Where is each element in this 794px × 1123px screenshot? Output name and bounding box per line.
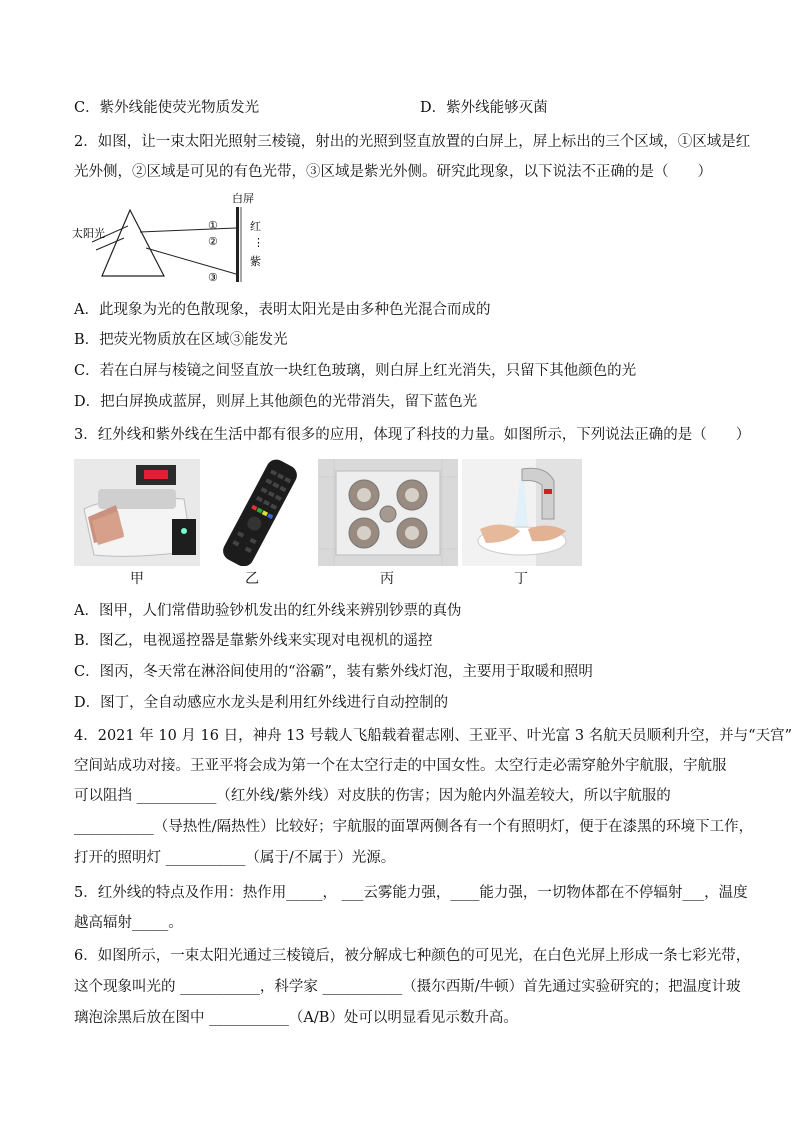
prism-figure — [72, 190, 282, 282]
q2-option-d: D．把白屏换成蓝屏，则屏上其他颜色的光带消失，留下蓝色光 — [74, 394, 478, 410]
white-screen — [236, 207, 239, 282]
q2-option-c: C．若在白屏与棱镜之间竖直放一块红色玻璃，则白屏上红光消失，只留下其他颜色的光 — [74, 363, 637, 379]
q6-line1: 6．如图所示，一束太阳光通过三棱镜后，被分解成七种颜色的可见光，在白色光屏上形成一条七彩光带， — [74, 948, 751, 964]
q6-line2: 这个现象叫光的 ___________，科学家 ___________（摄尔西斯/牛顿）首先通过实验研究的；把温度计玻 — [74, 979, 741, 995]
caption-bing: 丙 — [380, 571, 394, 587]
sunlight-label: 太阳光 — [72, 227, 105, 240]
q1-option-d: D．紫外线能够灭菌 — [420, 100, 548, 116]
q4-line5: 打开的照明灯 ___________（属于/不属于）光源。 — [74, 850, 396, 866]
q1-option-c: C．紫外线能使荧光物质发光 — [74, 100, 260, 116]
q1-options-row — [74, 98, 548, 118]
region-2-label: ② — [208, 235, 218, 248]
q3-option-a: A．图甲，人们常借助验钞机发出的红外线来辨别钞票的真伪 — [74, 603, 462, 619]
q6-line3: 璃泡涂黑后放在图中 ___________（A/B）处可以明显看见示数升高。 — [74, 1010, 518, 1026]
q4-line3: 可以阻挡 ___________（红外线/紫外线）对皮肤的伤害；因为舱内外温差较大，所以宇航服的 — [74, 788, 671, 804]
beam-top — [140, 228, 236, 232]
photo-remote-control — [206, 459, 314, 566]
photo-sensor-faucet — [462, 459, 582, 566]
region-3-label: ③ — [208, 271, 218, 282]
q4-line1: 4．2021 年 10 月 16 日，神舟 13 号载人飞船载着翟志刚、王亚平、叶光富 3 名航天员顺利升空，并与“天宫” — [74, 728, 793, 744]
dots-label: ⋮ — [253, 236, 264, 249]
q4-line4: ___________（导热性/隔热性）比较好；宇航服的面罩两侧各有一个有照明灯，便于在漆黑的环境下工作， — [74, 819, 754, 835]
q5-line2: 越高辐射_____。 — [74, 915, 183, 931]
q2-option-a: A．此现象为光的色散现象，表明太阳光是由多种色光混合而成的 — [74, 302, 491, 318]
q4-line2: 空间站成功对接。王亚平将会成为第一个在太空行走的中国女性。太空行走必需穿舱外宇航服，宇航服 — [74, 758, 727, 774]
photo-money-detector — [74, 459, 200, 566]
q5-line1: 5．红外线的特点及作用：热作用_____， ___云雾能力强，____能力强，一切物体都在不停辐射___，温度 — [74, 885, 748, 901]
caption-jia: 甲 — [130, 571, 144, 587]
red-label: 红 — [250, 220, 261, 233]
caption-ding: 丁 — [514, 571, 528, 587]
region-1-label: ① — [208, 219, 218, 232]
q3-photos — [74, 459, 584, 589]
photo-bath-heater — [318, 459, 458, 566]
q2-stem-line1: 2．如图，让一束太阳光照射三棱镜，射出的光照到竖直放置的白屏上，屏上标出的三个区域，①区域是红 — [74, 134, 751, 150]
q2-stem-line2: 光外侧，②区域是可见的有色光带，③区域是紫光外侧。研究此现象，以下说法不正确的是（ ） — [74, 164, 712, 180]
screen-label: 白屏 — [232, 192, 254, 205]
caption-yi: 乙 — [245, 571, 259, 587]
q3-stem: 3．红外线和紫外线在生活中都有很多的应用，体现了科技的力量。如图所示，下列说法正确的是（ ） — [74, 427, 751, 443]
q2-option-b: B．把荧光物质放在区域③能发光 — [74, 332, 288, 348]
q3-option-c: C．图丙，冬天常在淋浴间使用的“浴霸”，装有紫外线灯泡，主要用于取暖和照明 — [74, 664, 593, 680]
beam-bottom — [146, 248, 236, 274]
q3-option-d: D．图丁，全自动感应水龙头是利用红外线进行自动控制的 — [74, 695, 449, 711]
q3-option-b: B．图乙，电视遥控器是靠紫外线来实现对电视机的遥控 — [74, 633, 433, 649]
violet-label: 紫 — [250, 255, 261, 268]
